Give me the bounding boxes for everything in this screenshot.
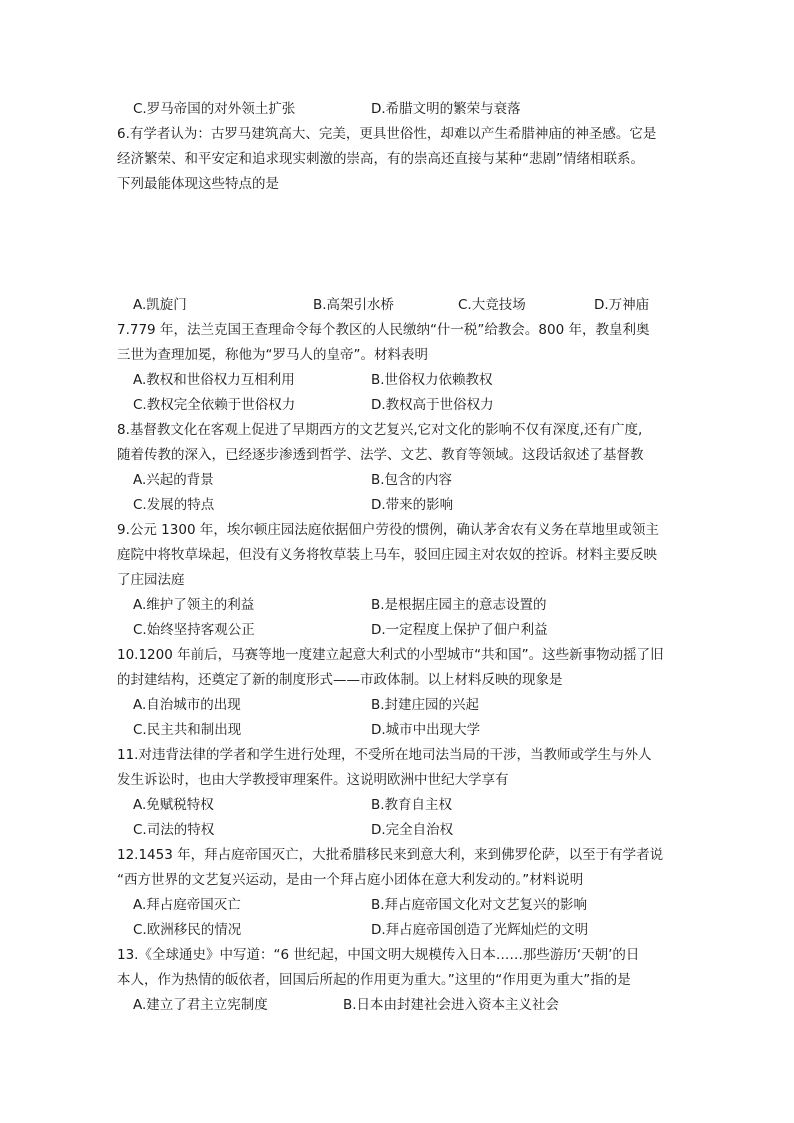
q10-option-c: C.民主共和制出现 xyxy=(133,722,242,738)
q7-option-b: B.世俗权力依赖教权 xyxy=(371,372,493,388)
q6-option-a: A.凯旋门 xyxy=(133,297,187,313)
q12-option-b: B.拜占庭帝国文化对文艺复兴的影响 xyxy=(371,897,588,913)
q12-stem-line-2: “西方世界的文艺复兴运动，是由一个拜占庭小团体在意大利发动的。”材料说明 xyxy=(117,872,584,888)
q10-stem-line-1: 10.1200 年前后，马赛等地一度建立起意大利式的小型城市“共和国”。这些新事物动摇了旧 xyxy=(117,647,664,663)
q8-option-d: D.带来的影响 xyxy=(371,497,454,513)
q9-stem-line-3: 了庄园法庭 xyxy=(117,572,185,588)
q12-option-c: C.欧洲移民的情况 xyxy=(133,922,242,938)
q8-option-c: C.发展的特点 xyxy=(133,497,215,513)
q12-option-a: A.拜占庭帝国灭亡 xyxy=(133,897,241,913)
q12-option-d: D.拜占庭帝国创造了光辉灿烂的文明 xyxy=(371,922,589,938)
q6-stem-line-2: 经济繁荣、和平安定和追求现实刺激的崇高，有的崇高还直接与某种“悲剧”情绪相联系。 xyxy=(117,151,644,167)
q5-option-d: D.希腊文明的繁荣与衰落 xyxy=(371,101,521,117)
q7-stem-line-2: 三世为查理加冕，称他为“罗马人的皇帝”。材料表明 xyxy=(117,347,428,363)
q6-option-b: B.高架引水桥 xyxy=(313,297,395,313)
q10-option-a: A.自治城市的出现 xyxy=(133,697,241,713)
q13-option-b: B.日本由封建社会进入资本主义社会 xyxy=(343,997,560,1013)
q11-option-c: C.司法的特权 xyxy=(133,822,215,838)
q9-option-a: A.维护了领主的利益 xyxy=(133,597,255,613)
q11-option-b: B.教育自主权 xyxy=(371,797,453,813)
q9-option-d: D.一定程度上保护了佃户利益 xyxy=(371,622,548,638)
q6-option-c: C.大竞技场 xyxy=(458,297,526,313)
q10-option-d: D.城市中出现大学 xyxy=(371,722,481,738)
q13-stem-line-1: 13.《全球通史》中写道：“6 世纪起，中国文明大规模传入日本……那些游历‘天朝’的日 xyxy=(117,947,640,963)
q12-stem-line-1: 12.1453 年，拜占庭帝国灭亡，大批希腊移民来到意大利，来到佛罗伦萨，以至于有学者说 xyxy=(117,847,664,863)
q13-stem-line-2: 本人，作为热情的皈依者，回国后所起的作用更为重大。”这里的“作用更为重大”指的是 xyxy=(117,972,631,988)
q6-option-d: D.万神庙 xyxy=(594,297,650,313)
q13-option-a: A.建立了君主立宪制度 xyxy=(133,997,268,1013)
q7-option-d: D.教权高于世俗权力 xyxy=(371,397,494,413)
q7-option-c: C.教权完全依赖于世俗权力 xyxy=(133,397,296,413)
q5-option-c: C.罗马帝国的对外领土扩张 xyxy=(133,101,296,117)
q7-option-a: A.教权和世俗权力互相利用 xyxy=(133,372,295,388)
q9-stem-line-1: 9.公元 1300 年，埃尔顿庄园法庭依据佃户劳役的惯例，确认茅舍农有义务在草地里或领主 xyxy=(117,522,659,538)
q9-option-b: B.是根据庄园主的意志设置的 xyxy=(371,597,547,613)
q8-option-a: A.兴起的背景 xyxy=(133,472,214,488)
q10-option-b: B.封建庄园的兴起 xyxy=(371,697,480,713)
q11-stem-line-1: 11.对违背法律的学者和学生进行处理，不受所在地司法当局的干涉，当教师或学生与外人 xyxy=(117,747,652,763)
q11-option-a: A.免赋税特权 xyxy=(133,797,214,813)
q10-stem-line-2: 的封建结构，还奠定了新的制度形式——市政体制。以上材料反映的现象是 xyxy=(117,672,563,688)
q6-stem-line-1: 6.有学者认为：古罗马建筑高大、完美，更具世俗性，却难以产生希腊神庙的神圣感。它是 xyxy=(117,126,657,142)
q11-option-d: D.完全自治权 xyxy=(371,822,454,838)
q8-stem-line-2: 随着传教的深入，已经逐步渗透到哲学、法学、文艺、教育等领域。这段话叙述了基督教 xyxy=(117,447,644,463)
q8-stem-line-1: 8.基督教文化在客观上促进了早期西方的文艺复兴,它对文化的影响不仅有深度,还有广度, xyxy=(117,422,643,438)
q8-option-b: B.包含的内容 xyxy=(371,472,453,488)
q9-stem-line-2: 庭院中将牧草垛起，但没有义务将牧草装上马车，驳回庄园主对农奴的控诉。材料主要反映 xyxy=(117,547,657,563)
q9-option-c: C.始终坚持客观公正 xyxy=(133,622,255,638)
q6-stem-line-3: 下列最能体现这些特点的是 xyxy=(117,176,279,192)
q11-stem-line-2: 发生诉讼时，也由大学教授审理案件。这说明欧洲中世纪大学享有 xyxy=(117,772,509,788)
q7-stem-line-1: 7.779 年，法兰克国王查理命令每个教区的人民缴纳“什一税”给教会。800 年，教皇利奥 xyxy=(117,322,650,338)
